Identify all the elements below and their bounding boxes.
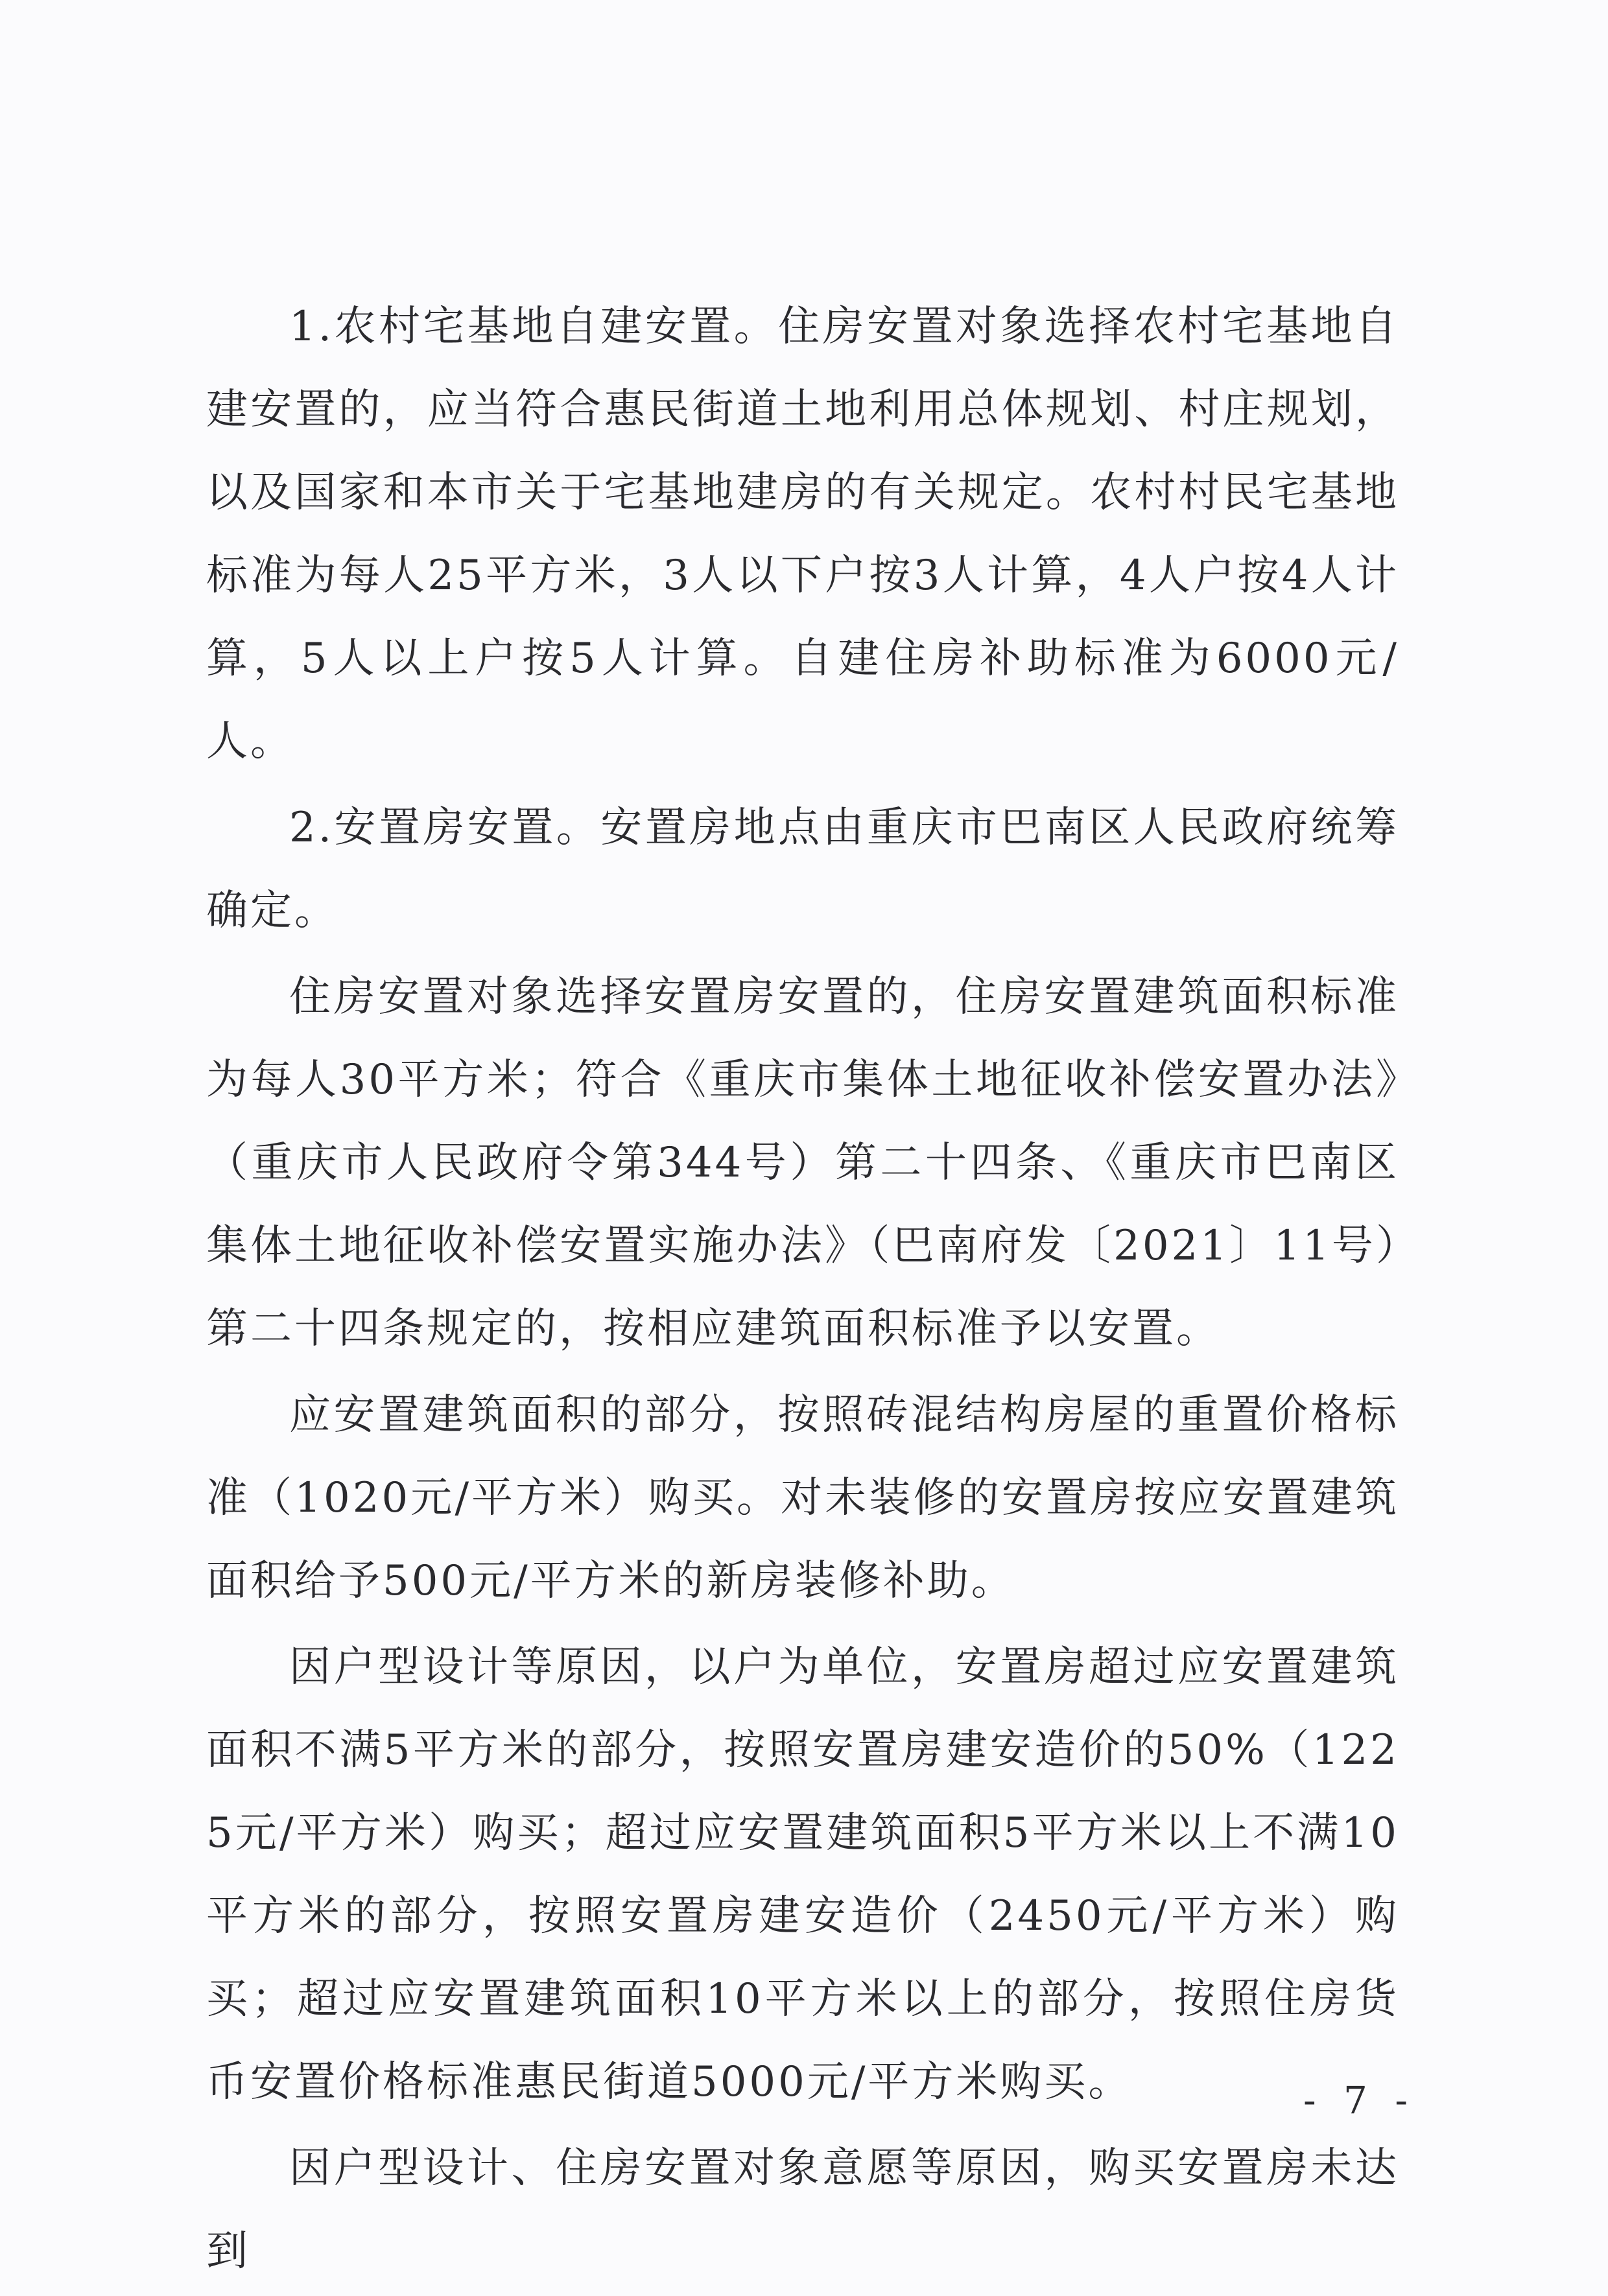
paragraph-area-standard: 住房安置对象选择安置房安置的，住房安置建筑面积标准为每人30平方米；符合《重庆市集体土地征收补偿安置办法》（重庆市人民政府令第344号）第二十四条、《重庆市巴南区集体土地征收补偿安置实施办法》（巴南府发〔2021〕11号）第二十四条规定的，按相应建筑面积标准予以安置。: [206, 973, 1399, 1353]
page-number: - 7 -: [1303, 2078, 1415, 2122]
paragraph-resettlement-housing: 2.安置房安置。安置房地点由重庆市巴南区人民政府统筹确定。: [206, 804, 1399, 935]
paragraph-excess-area: 因户型设计等原因，以户为单位，安置房超过应安置建筑面积不满5平方米的部分，按照安置房建安造价的50%（1225元/平方米）购买；超过应安置建筑面积5平方米以上不满10平方米的部分，按照安置房建安造价（2450元/平方米）购买；超过应安置建筑面积10平方米以上的部分，按照住房货币安置价格标准惠民街道5000元/平方米购买。: [206, 1643, 1399, 2106]
paragraph-shortfall-area: 因户型设计、住房安置对象意愿等原因，购买安置房未达到: [206, 2144, 1399, 2275]
paragraph-homestead-self-build: 1.农村宅基地自建安置。住房安置对象选择农村宅基地自建安置的，应当符合惠民街道土地利用总体规划、村庄规划，以及国家和本市关于宅基地建房的有关规定。农村村民宅基地标准为每人25平方米，3人以下户按3人计算，4人户按4人计算，5人以上户按5人计算。自建住房补助标准为6000元/人。: [206, 303, 1399, 766]
document-body: [206, 285, 1399, 2296]
paragraph-purchase-price: 应安置建筑面积的部分，按照砖混结构房屋的重置价格标准（1020元/平方米）购买。对未装修的安置房按应安置建筑面积给予500元/平方米的新房装修补助。: [206, 1391, 1399, 1605]
